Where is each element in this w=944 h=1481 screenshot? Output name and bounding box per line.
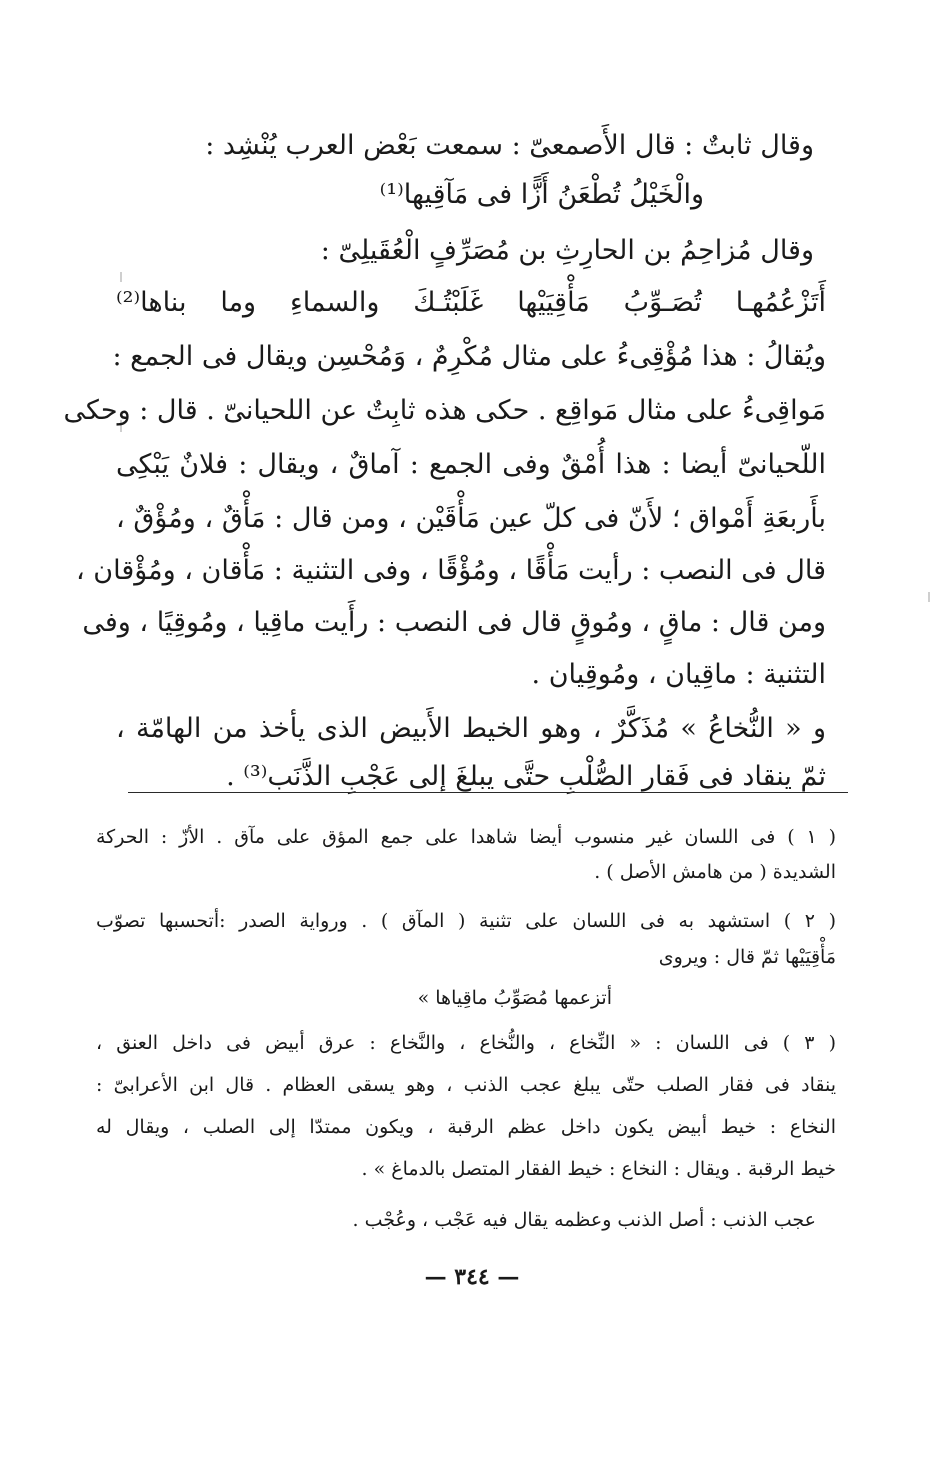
body-line: مَواقِىءُ على مثال مَواقِع . حكى هذه ثابِتٌ عن اللحيانىّ . قال : وحكى — [63, 395, 826, 426]
footnote-line: خيط الرقبة . ويقال : النخاع : خيط الفقار المتصل بالدماغ » . — [361, 1158, 836, 1180]
body-line: قال فى النصب : رأيت مَأْقًا ، ومُؤْقًا ، وفى التثنية : مَأْقان ، ومُؤْقان ، — [75, 555, 826, 586]
body-line: وقال ثابتٌ : قال الأَصمعىّ : سمعت بَعْض العرب يُنْشِد : — [205, 130, 814, 161]
footnote-line: ينقاد فى فقار الصلب حتّى يبلغ عجب الذنب ، وهو يسقى العظام . قال ابن الأعرابىّ : — [96, 1074, 836, 1096]
footnote-line: ( ١ ) فى اللسان غير منسوب أيضا شاهدا على جمع المؤق على مآق . الأزّ : الحركة — [96, 826, 836, 848]
scan-edge-mark — [928, 592, 930, 602]
scan-edge-mark — [120, 272, 122, 282]
footnote-line: النخاع : خيط أبيض يكون داخل عظم الرقبة ، ويكون ممتدّا إلى الصلب ، ويقال له — [96, 1116, 836, 1138]
body-line: ثمّ ينقاد فى فَقار الصُّلْبِ حتَّى يبلغَ إلى عَجْبِ الذَّنَب⁽³⁾ . — [226, 761, 826, 792]
body-line: اللّحيانىّ أيضا : هذا أُمْقٌ وفى الجمع : آماقٌ ، ويقال : فلانٌ يَبْكِى — [116, 449, 826, 480]
footnote-line: عجب الذنب : أصل الذنب وعظمه يقال فيه عَجْب ، وعُجْب . — [352, 1209, 816, 1231]
verse-line: أَتَزْعُمُهـا تُصَـوِّبُ مَأْقِيَيْها غَلَبْتُـكَ والسماءِ وما بناها⁽²⁾ — [116, 287, 826, 318]
body-line: ويُقالُ : هذا مُؤْقِىءُ على مثال مُكْرِمٌ ، وَمُحْسِن ويقال فى الجمع : — [112, 341, 826, 372]
footnote-line: الشديدة ( من هامش الأصل ) . — [594, 861, 836, 883]
body-line: التثنية : ماقِيان ، ومُوقِيان . — [531, 659, 826, 690]
footnote-line: ( ٢ ) استشهد به فى اللسان على تثنية ( المآق ) . ورواية الصدر :أتحسبها تصوّب — [96, 910, 836, 932]
footnote-line: ( ٣ ) فى اللسان : « النِّخاع ، والنُّخاع ، والنَّخاع : عرق أبيض فى داخل العنق ، — [96, 1032, 836, 1054]
footnote-line: مَأْقِيَيْها ثمّ قال : ويروى — [658, 946, 836, 968]
footnote-separator — [128, 792, 848, 793]
footnote-line: أتزعمها مُصَوِّبُ ماقِياها » — [417, 987, 612, 1009]
body-line: و « النُّخاعُ » مُذَكَّرٌ ، وهو الخيط الأَبيض الذى يأخذ من الهامّة ، — [116, 713, 826, 744]
verse-line: والْخَيْلُ تُطْعَنُ أَزًّا فى مَآقِيها⁽¹⁾ — [379, 179, 704, 210]
body-line: ومن قال : ماقٍ ، ومُوقٍ قال فى النصب : رأَيت ماقِيا ، ومُوقِيًا ، وفى — [82, 607, 826, 638]
body-line: وقال مُزاحِمُ بن الحارِثِ بن مُصَرِّفٍ الْعُقَيلِىّ : — [320, 235, 814, 266]
page-number: — ٣٤٤ — — [424, 1264, 520, 1290]
body-line: بأَربعَةِ أَمْواق ؛ لأَنّ فى كلّ عين مَأْقَيْن ، ومن قال : مَأْقٌ ، ومُؤْقٌ ، — [116, 503, 826, 534]
